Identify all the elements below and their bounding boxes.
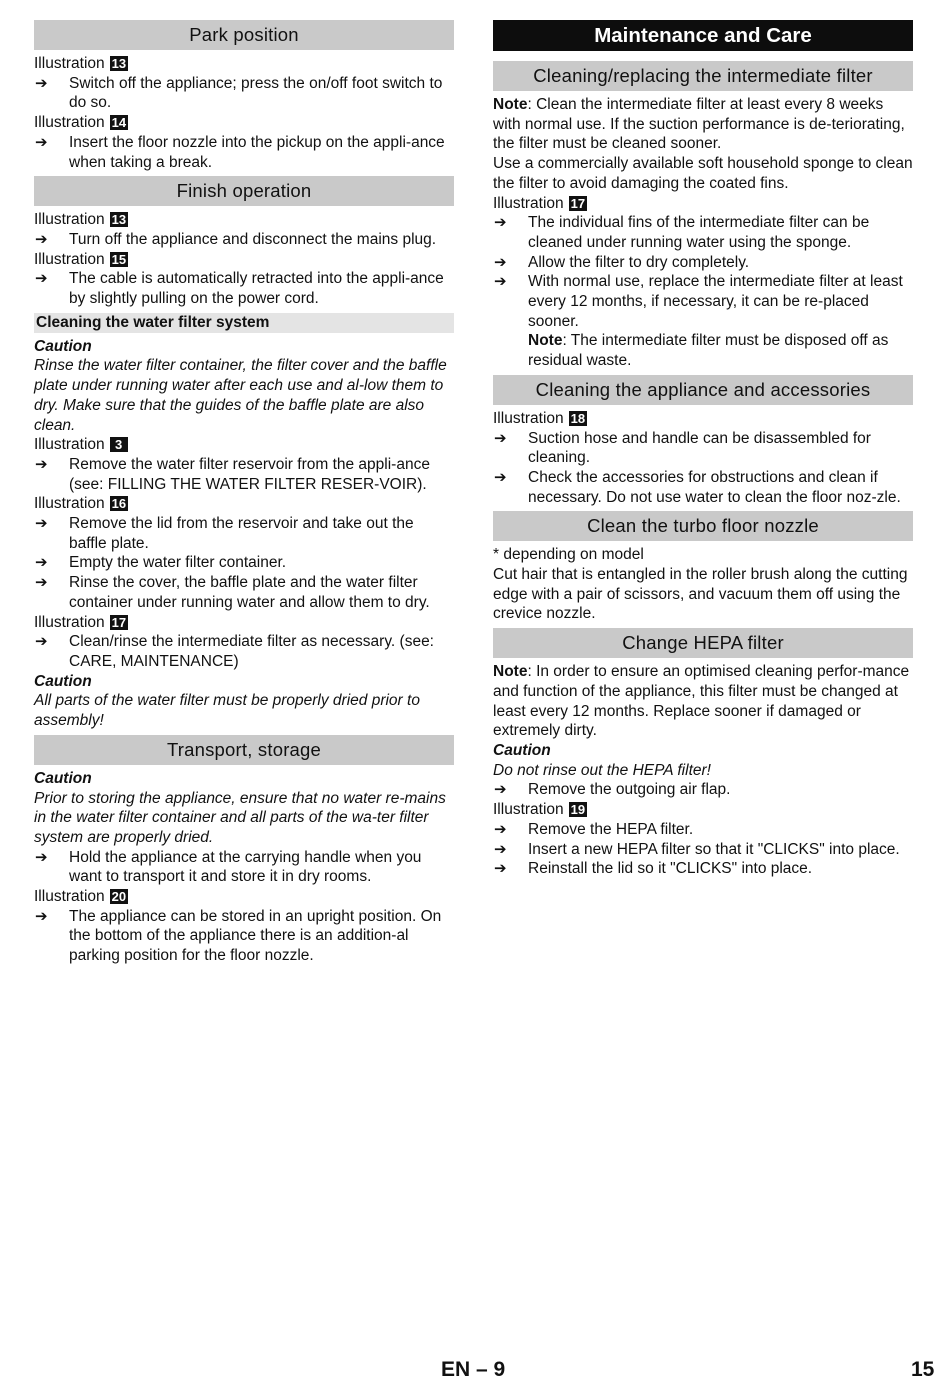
caution-text: Rinse the water filter container, the filter cover and the baffle plate under running water after each use and al-low them to dry. Make sure that the guides of the baffle plate are also clean. (34, 357, 447, 434)
arrow-icon: ➔ (35, 907, 48, 925)
arrow-icon: ➔ (35, 574, 48, 592)
arrow-icon: ➔ (494, 429, 507, 447)
caution-text: Do not rinse out the HEPA filter! (493, 761, 711, 779)
list-item: ➔ The cable is automatically retracted into the appli-ance by slightly pulling on the power cord. (35, 270, 444, 308)
caution-label: Caution (34, 337, 92, 355)
arrow-icon: ➔ (494, 820, 507, 838)
list-item: ➔ Remove the outgoing air flap. (494, 781, 731, 799)
arrow-icon: ➔ (35, 74, 48, 92)
list-item: ➔ Clean/rinse the intermediate filter as necessary. (see: CARE, MAINTENANCE) (35, 633, 434, 670)
arrow-icon: ➔ (494, 468, 507, 486)
caution-label: Caution (493, 741, 551, 759)
caution-text: All parts of the water filter must be properly dried prior to assembly! (34, 692, 420, 730)
illustration-ref: Illustration 17 (493, 194, 586, 212)
illustration-ref: Illustration 19 (493, 801, 586, 819)
arrow-icon: ➔ (494, 253, 507, 271)
right-column (493, 20, 913, 879)
appliance-accessories-heading: Cleaning the appliance and accessories (493, 375, 913, 405)
paragraph: Cut hair that is entangled in the roller brush along the cutting edge with a pair of scissors, and vacuum them off using the crevice nozzle. (493, 566, 908, 623)
illustration-ref: Illustration 15 (34, 250, 127, 268)
left-column (34, 20, 454, 966)
arrow-icon: ➔ (494, 214, 507, 232)
hepa-filter-heading: Change HEPA filter (493, 628, 913, 658)
list-item: ➔ The individual fins of the intermediate filter can be cleaned under running water using the sponge. (494, 214, 870, 251)
illustration-ref: Illustration 14 (34, 114, 127, 132)
page-label: EN – 9 (441, 1358, 506, 1381)
paragraph: * depending on model (493, 546, 644, 564)
arrow-icon: ➔ (35, 515, 48, 533)
list-item: ➔ Empty the water filter container. (35, 554, 287, 572)
paragraph: Use a commercially available soft household sponge to clean the filter to avoid damaging the coated fins. (493, 155, 913, 192)
arrow-icon: ➔ (35, 554, 48, 572)
note-paragraph: Note: In order to ensure an optimised cleaning perfor-mance and function of the appliance, this filter must be changed at least every 12 months. Replace sooner if damaged or extremely dirty. (493, 663, 910, 740)
illustration-ref: Illustration 18 (493, 409, 586, 427)
intermediate-filter-heading: Cleaning/replacing the intermediate filter (493, 61, 913, 91)
list-item: ➔ Insert the floor nozzle into the pickup on the appli-ance when taking a break. (35, 133, 445, 171)
caution-label: Caution (34, 769, 92, 787)
caution-text: Prior to storing the appliance, ensure that no water re-mains in the water filter container and all parts of the wa-ter filter system are properly dried. (34, 789, 446, 846)
list-item: ➔ Remove the HEPA filter. (494, 820, 694, 838)
transport-storage-heading: Transport, storage (34, 735, 454, 765)
note-paragraph: Note: Clean the intermediate filter at least every 8 weeks with normal use. If the suction performance is de-teriorating, the filter must be cleaned sooner. (493, 96, 905, 153)
arrow-icon: ➔ (35, 270, 48, 288)
arrow-icon: ➔ (35, 133, 48, 151)
list-item: ➔ Rinse the cover, the baffle plate and the water filter container under running water and allow them to dry. (35, 574, 430, 611)
arrow-icon: ➔ (494, 273, 507, 291)
illustration-ref: Illustration 17 (34, 613, 127, 631)
illustration-ref: Illustration 20 (34, 888, 127, 906)
illustration-ref: Illustration 16 (34, 495, 127, 513)
water-filter-heading: Cleaning the water filter system (34, 313, 454, 333)
maintenance-care-heading: Maintenance and Care (493, 20, 913, 51)
list-item: ➔ Hold the appliance at the carrying handle when you want to transport it and store it in dry rooms. (35, 848, 422, 886)
arrow-icon: ➔ (35, 848, 48, 866)
list-item: ➔ Remove the water filter reservoir from the appli-ance (see: FILLING THE WATER FILTER RESER-VOIR). (35, 455, 430, 493)
list-item: ➔ Turn off the appliance and disconnect the mains plug. (35, 230, 437, 248)
list-item: ➔ Allow the filter to dry completely. (494, 253, 750, 271)
list-item: ➔ Insert a new HEPA filter so that it "CLICKS" into place. (494, 840, 900, 858)
list-item: ➔ With normal use, replace the intermediate filter at least every 12 months, if necessary, it can be re-placed sooner. Note: The intermediate filter must be disposed off as residual waste. (494, 273, 903, 370)
turbo-nozzle-heading: Clean the turbo floor nozzle (493, 511, 913, 541)
illustration-ref: Illustration 3 (34, 435, 454, 455)
finish-operation-heading: Finish operation (34, 176, 454, 206)
park-position-heading: Park position (34, 20, 454, 50)
illustration-ref: Illustration 13 (34, 55, 127, 72)
arrow-icon: ➔ (494, 781, 507, 799)
arrow-icon: ➔ (35, 455, 48, 473)
caution-label: Caution (34, 672, 92, 690)
list-item: ➔ Remove the lid from the reservoir and take out the baffle plate. (35, 515, 414, 552)
list-item: ➔ The appliance can be stored in an upright position. On the bottom of the appliance there is an addition-al parking position for the floor nozzle. (35, 907, 442, 965)
list-item: ➔ Reinstall the lid so it "CLICKS" into place. (494, 860, 813, 878)
arrow-icon: ➔ (494, 840, 507, 858)
illustration-ref: Illustration 13 (34, 211, 127, 229)
list-item: ➔ Switch off the appliance; press the on/off foot switch to do so. (35, 74, 443, 112)
arrow-icon: ➔ (35, 230, 48, 248)
list-item: ➔ Suction hose and handle can be disassembled for cleaning. (494, 429, 871, 467)
page-number: 15 (911, 1358, 935, 1381)
arrow-icon: ➔ (494, 860, 507, 878)
list-item: ➔ Check the accessories for obstructions and clean if necessary. Do not use water to clean the floor noz-zle. (494, 468, 901, 506)
arrow-icon: ➔ (35, 633, 48, 651)
